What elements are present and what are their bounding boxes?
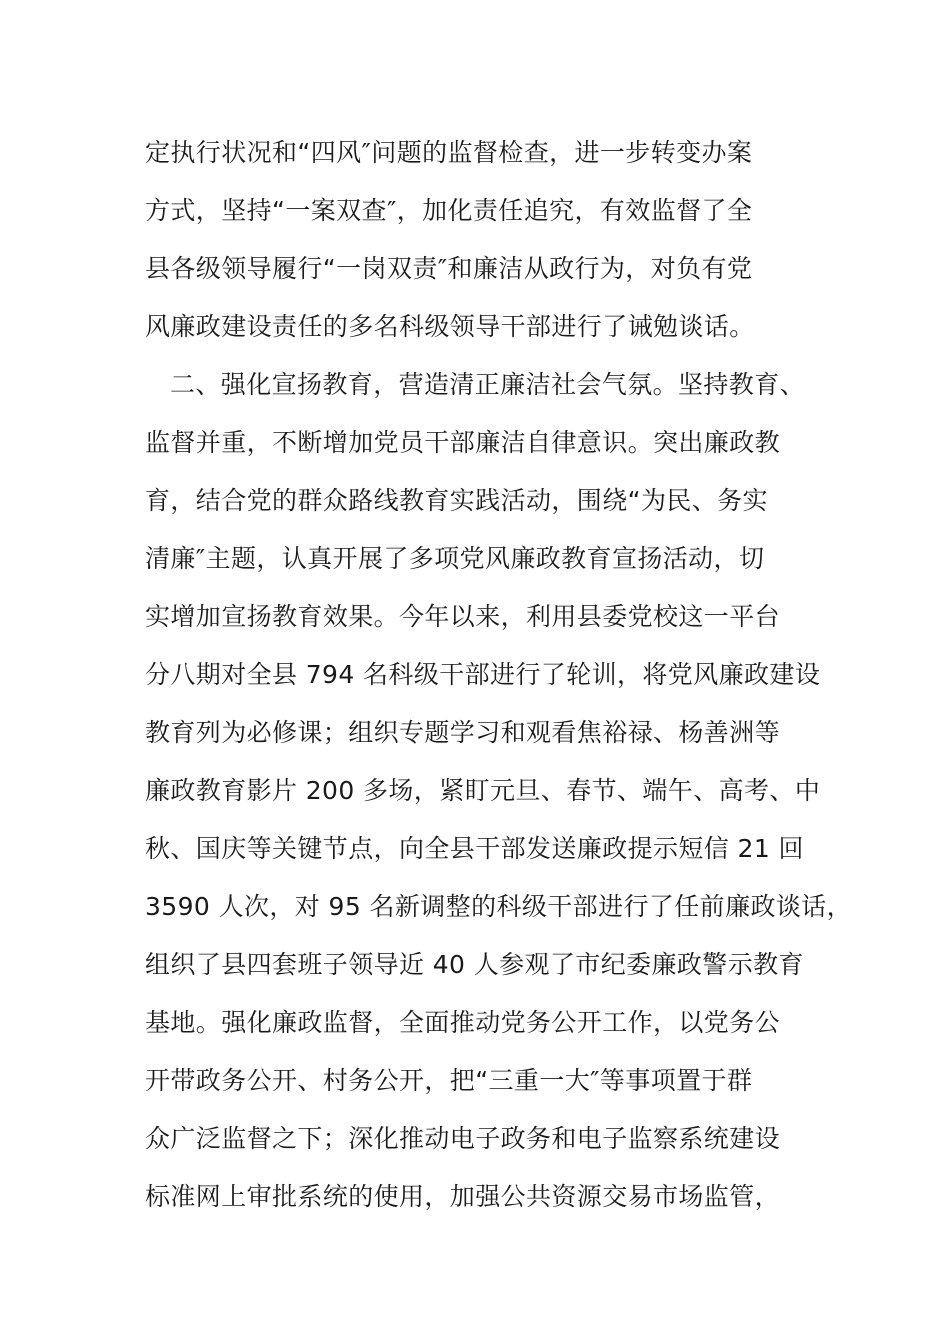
text-line: 监督并重，不断增加党员干部廉洁自律意识。突出廉政教 xyxy=(145,428,781,457)
text-line: 育，结合党的群众路线教育实践活动，围绕“为民、务实 xyxy=(145,486,768,515)
section-heading-line: 二、强化宣扬教育，营造清正廉洁社会气氛。坚持教育、 xyxy=(170,370,806,399)
text-line: 3590 人次，对 95 名新调整的科级干部进行了任前廉政谈话， xyxy=(145,892,853,921)
text-line: 开带政务公开、村务公开，把“三重一大″等事项置于群 xyxy=(145,1066,753,1095)
text-line: 定执行状况和“四风″问题的监督检查，进一步转变办案 xyxy=(145,138,753,167)
text-line: 风廉政建设责任的多名科级领导干部进行了诫勉谈话。 xyxy=(145,312,755,341)
text-line: 清廉″主题，认真开展了多项党风廉政教育宣扬活动，切 xyxy=(145,544,765,573)
text-line: 组织了县四套班子领导近 40 人参观了市纪委廉政警示教育 xyxy=(145,950,804,979)
text-line: 标准网上审批系统的使用，加强公共资源交易市场监管， xyxy=(145,1182,781,1211)
text-line: 县各级领导履行“一岗双责″和廉洁从政行为，对负有党 xyxy=(145,254,753,283)
text-line: 教育列为必修课；组织专题学习和观看焦裕禄、杨善洲等 xyxy=(145,718,781,747)
text-line: 廉政教育影片 200 多场，紧盯元旦、春节、端午、高考、中 xyxy=(145,776,821,805)
text-line: 基地。强化廉政监督，全面推动党务公开工作，以党务公 xyxy=(145,1008,781,1037)
text-line: 实增加宣扬教育效果。今年以来，利用县委党校这一平台 xyxy=(145,602,781,631)
text-line: 秋、国庆等关键节点，向全县干部发送廉政提示短信 21 回 xyxy=(145,834,804,863)
text-line: 分八期对全县 794 名科级干部进行了轮训，将党风廉政建设 xyxy=(145,660,821,689)
text-line: 众广泛监督之下；深化推动电子政务和电子监察系统建设 xyxy=(145,1124,781,1153)
text-line: 方式，坚持“一案双查″，加化责任追究，有效监督了全 xyxy=(145,196,753,225)
